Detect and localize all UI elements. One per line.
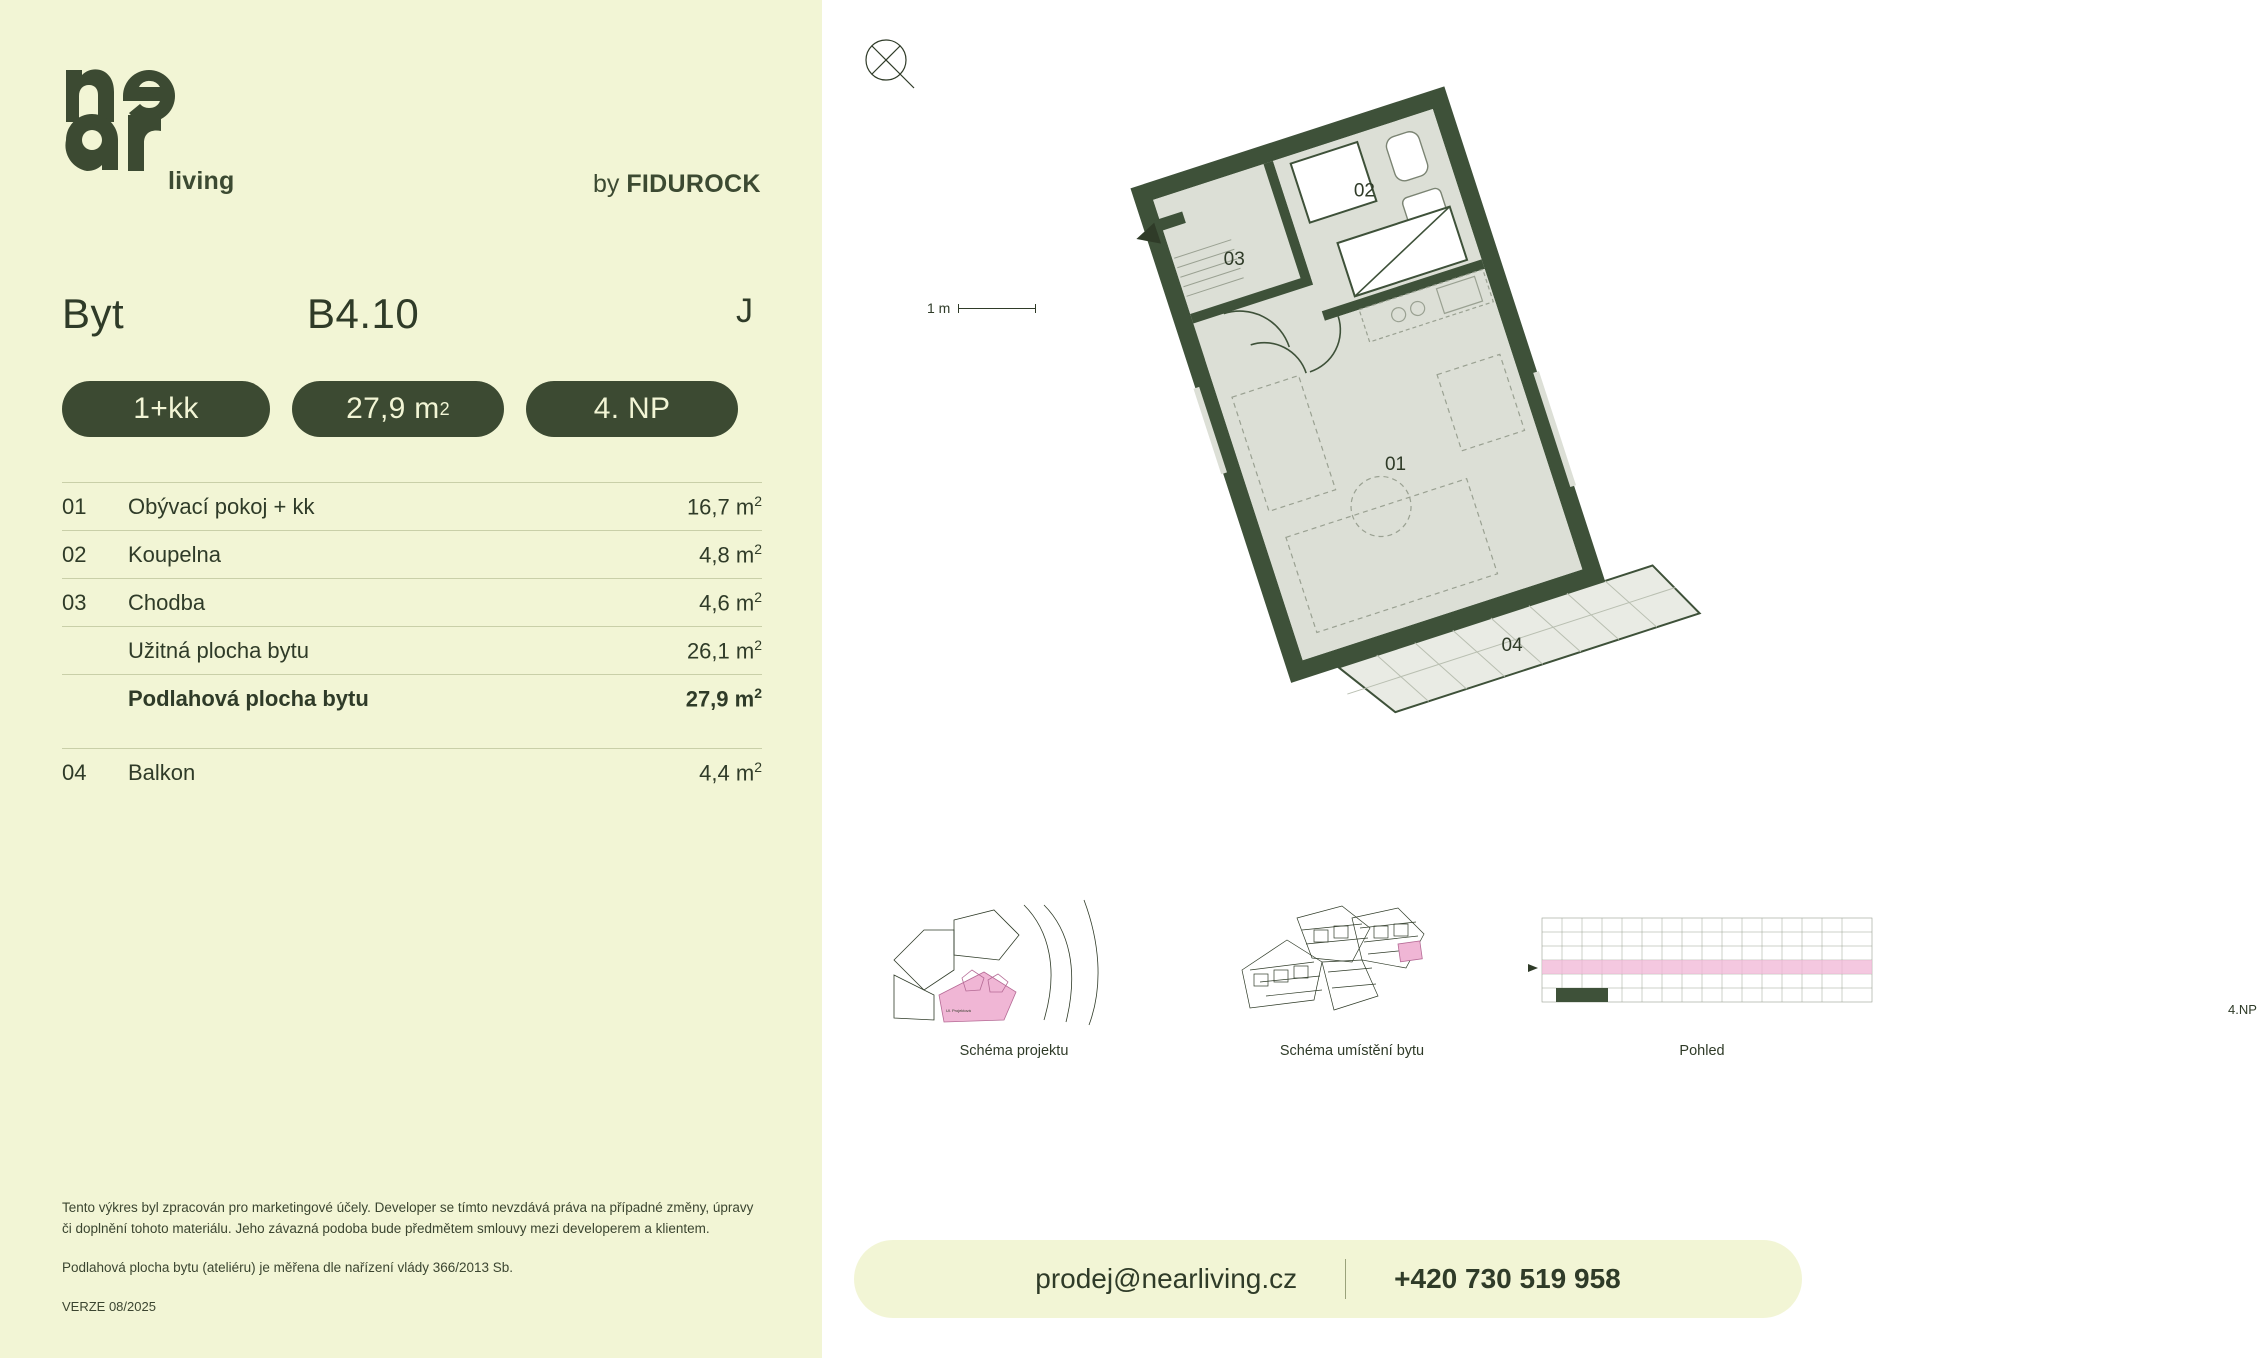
project-scheme-thumb <box>884 900 1144 1059</box>
unit-badges <box>62 381 738 437</box>
usable-area-label: Užitná plocha bytu <box>128 637 309 663</box>
room-area <box>699 541 762 568</box>
contact-email[interactable]: prodej@nearliving.cz <box>1035 1263 1298 1294</box>
svg-text:01: 01 <box>1384 454 1407 476</box>
rooms-table <box>62 482 762 796</box>
floor-area-sup: 2 <box>754 684 762 701</box>
floor-area-row <box>62 674 762 722</box>
badge-area-sup: 2 <box>439 398 450 419</box>
section-label: J <box>736 292 753 330</box>
room-number: 03 <box>62 589 87 615</box>
usable-area-number: 26,1 m <box>686 638 755 664</box>
room-area-value: 16,7 m <box>686 494 755 520</box>
balcony-name: Balkon <box>128 759 196 785</box>
drawing-panel <box>822 0 2257 1358</box>
usable-area-row <box>62 626 762 674</box>
thumb-caption: Pohled <box>1679 1043 1725 1059</box>
floor-area-number: 27,9 m <box>685 686 755 712</box>
apartment-floorplan <box>822 0 1920 760</box>
unit-label: Byt <box>62 290 125 337</box>
table-row <box>62 530 762 578</box>
badge-area-label: 27,9 m <box>346 392 440 425</box>
legal-line-1: Tento výkres byl zpracován pro marketingové účely. Developer se tímto nevzdává práva na případné změny, úpravy či doplnění tohoto materiálu. Jeho závazná podoba bude předmětem smlouvy mezi developerem a klientem. <box>62 1200 754 1236</box>
svg-text:Ul. Projektová: Ul. Projektová <box>946 1008 971 1013</box>
usable-area-value <box>687 637 762 664</box>
contact-phone[interactable]: +420 730 519 958 <box>1394 1263 1621 1294</box>
badge-area <box>292 381 504 437</box>
by-fidurock <box>593 170 761 199</box>
fidurock-name: FIDUROCK <box>626 170 761 198</box>
scale-label: 1 m <box>927 300 951 316</box>
balcony-number: 04 <box>62 759 87 785</box>
badge-floor-label: 4. NP <box>593 392 671 425</box>
floor-area-value <box>686 685 762 712</box>
contact-bar <box>854 1240 1802 1318</box>
by-prefix: by <box>593 170 627 198</box>
table-row <box>62 578 762 626</box>
svg-text:04: 04 <box>1501 635 1523 657</box>
room-area-value: 4,6 m <box>699 590 755 616</box>
svg-text:03: 03 <box>1223 249 1245 271</box>
floor-marker-label: 4.NP <box>2228 1002 2257 1017</box>
unit-location-scheme-thumb <box>1202 900 1502 1059</box>
elevation-view-thumb <box>1522 900 2257 1059</box>
svg-text:02: 02 <box>1353 180 1375 202</box>
room-area <box>699 589 762 616</box>
thumbnail-row <box>822 900 2257 1090</box>
version-label: VERZE 08/2025 <box>62 1298 156 1314</box>
room-number: 01 <box>62 493 87 519</box>
table-spacer <box>62 722 762 748</box>
room-area-sup: 2 <box>754 588 762 605</box>
legal-disclaimer <box>62 1198 762 1335</box>
usable-area-sup: 2 <box>754 636 762 653</box>
badge-floor <box>526 381 738 437</box>
logo-subtitle: living <box>168 167 235 195</box>
unit-title-row <box>62 290 762 346</box>
thumb-caption: Schéma projektu <box>959 1043 1069 1059</box>
badge-layout-label: 1+kk <box>133 392 199 425</box>
balcony-area-value: 4,4 m <box>699 760 755 786</box>
room-name: Obývací pokoj + kk <box>128 493 315 519</box>
balcony-area-sup: 2 <box>754 758 762 775</box>
floor-area-label: Podlahová plocha bytu <box>128 685 369 711</box>
room-name: Chodba <box>128 589 206 615</box>
info-panel <box>0 0 822 1358</box>
balcony-row <box>62 748 762 796</box>
room-name: Koupelna <box>128 541 221 567</box>
legal-line-2: Podlahová plocha bytu (ateliéru) je měřena dle nařízení vlády 366/2013 Sb. <box>62 1259 514 1275</box>
table-row <box>62 482 762 530</box>
room-area-sup: 2 <box>754 492 762 509</box>
thumb-caption: Schéma umístění bytu <box>1279 1043 1425 1059</box>
balcony-area <box>699 759 762 786</box>
room-area-value: 4,8 m <box>699 542 755 568</box>
room-area <box>687 493 762 520</box>
badge-layout <box>62 381 270 437</box>
room-number: 02 <box>62 541 87 567</box>
room-area-sup: 2 <box>754 540 762 557</box>
unit-code: B4.10 <box>307 290 420 337</box>
